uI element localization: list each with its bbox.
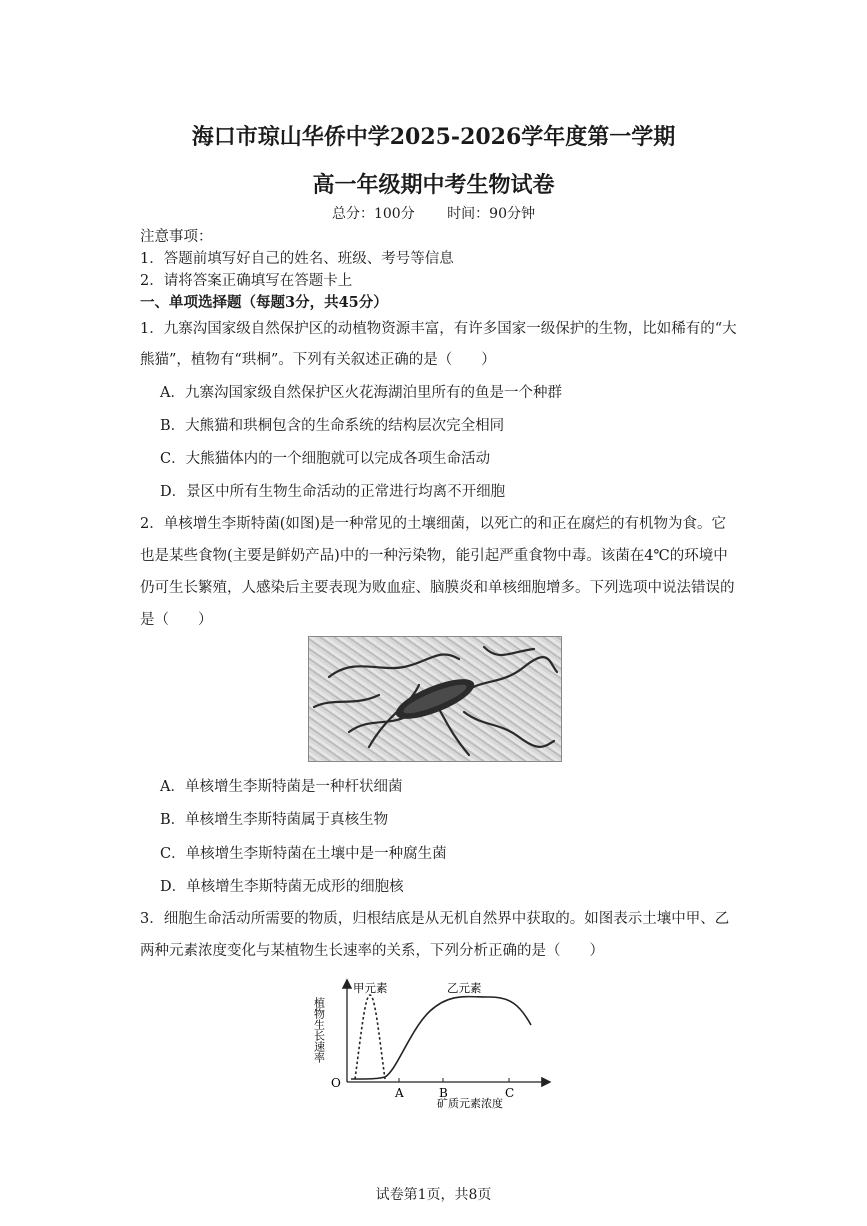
q2-stem-line2: 也是某些食物(主要是鲜奶产品)中的一种污染物，能引起严重食物中毒。该菌在4℃的环境中 (140, 548, 728, 564)
total-score: 总分：100分 (331, 206, 415, 222)
listeria-image (309, 637, 561, 761)
q2-option-d: D．单核增生李斯特菌无成形的细胞核 (160, 879, 404, 895)
q1-option-b: B．大熊猫和珙桐包含的生命系统的结构层次完全相同 (160, 418, 505, 434)
q2-stem-line1: 2．单核增生李斯特菌(如图)是一种常见的土壤细菌，以死亡的和正在腐烂的有机物为食。它 (140, 516, 727, 532)
q3-stem-line1: 3．细胞生命活动所需要的物质，归根结底是从无机自然界中获取的。如图表示土壤中甲、乙 (140, 911, 730, 927)
q1-option-a: A．九寨沟国家级自然保护区火花海湖泊里所有的鱼是一个种群 (160, 385, 562, 401)
y-axis-label: 植物生长速率 (312, 997, 326, 1063)
page-footer: 试卷第1页，共8页 (375, 1187, 492, 1203)
section-heading: 一、单项选择题（每题3分，共45分） (140, 294, 388, 311)
exam-title-line2: 高一年级期中考生物试卷 (312, 172, 555, 198)
tick-a: A (395, 1086, 404, 1100)
q1-stem-line1: 1．九寨沟国家级自然保护区的动植物资源丰富，有许多国家一级保护的生物，比如稀有的“大 (140, 321, 737, 337)
q1-stem-line2: 熊猫”，植物有“珙桐”。下列有关叙述正确的是（ ） (140, 352, 496, 368)
q2-option-c: C．单核增生李斯特菌在土壤中是一种腐生菌 (160, 846, 447, 862)
q2-option-b: B．单核增生李斯特菌属于真核生物 (160, 812, 389, 828)
note-item-1: 1．答题前填写好自己的姓名、班级、考号等信息 (140, 251, 454, 267)
q3-stem-line2: 两种元素浓度变化与某植物生长速率的关系，下列分析正确的是（ ） (140, 943, 604, 959)
curve-jia (355, 995, 385, 1079)
notes-heading: 注意事项： (140, 229, 213, 245)
curve-yi (351, 997, 531, 1079)
curve-yi-label: 乙元素 (447, 981, 482, 995)
curve-jia-label: 甲元素 (353, 981, 388, 995)
q2-option-a: A．单核增生李斯特菌是一种杆状细菌 (160, 779, 403, 795)
note-item-2: 2．请将答案正确填写在答题卡上 (140, 273, 353, 289)
tick-c: C (505, 1086, 515, 1100)
exam-time: 时间：90分钟 (447, 206, 535, 222)
q1-option-d: D．景区中所有生物生命活动的正常进行均离不开细胞 (160, 484, 506, 500)
exam-title-line1: 海口市琼山华侨中学2025-2026学年度第一学期 (191, 124, 676, 150)
bacteria-micrograph (308, 636, 562, 762)
tick-b: B (439, 1086, 448, 1100)
q3-graph (312, 975, 555, 1115)
exam-meta (0, 203, 867, 223)
q2-stem-line4: 是（ ） (140, 612, 213, 628)
q2-stem-line3: 仍可生长繁殖，人感染后主要表现为败血症、脑膜炎和单核细胞增多。下列选项中说法错误的 (140, 580, 735, 596)
x-axis-label: 矿质元素浓度 (437, 1097, 503, 1110)
q1-option-c: C．大熊猫体内的一个细胞就可以完成各项生命活动 (160, 451, 491, 467)
origin-label: O (331, 1076, 341, 1090)
